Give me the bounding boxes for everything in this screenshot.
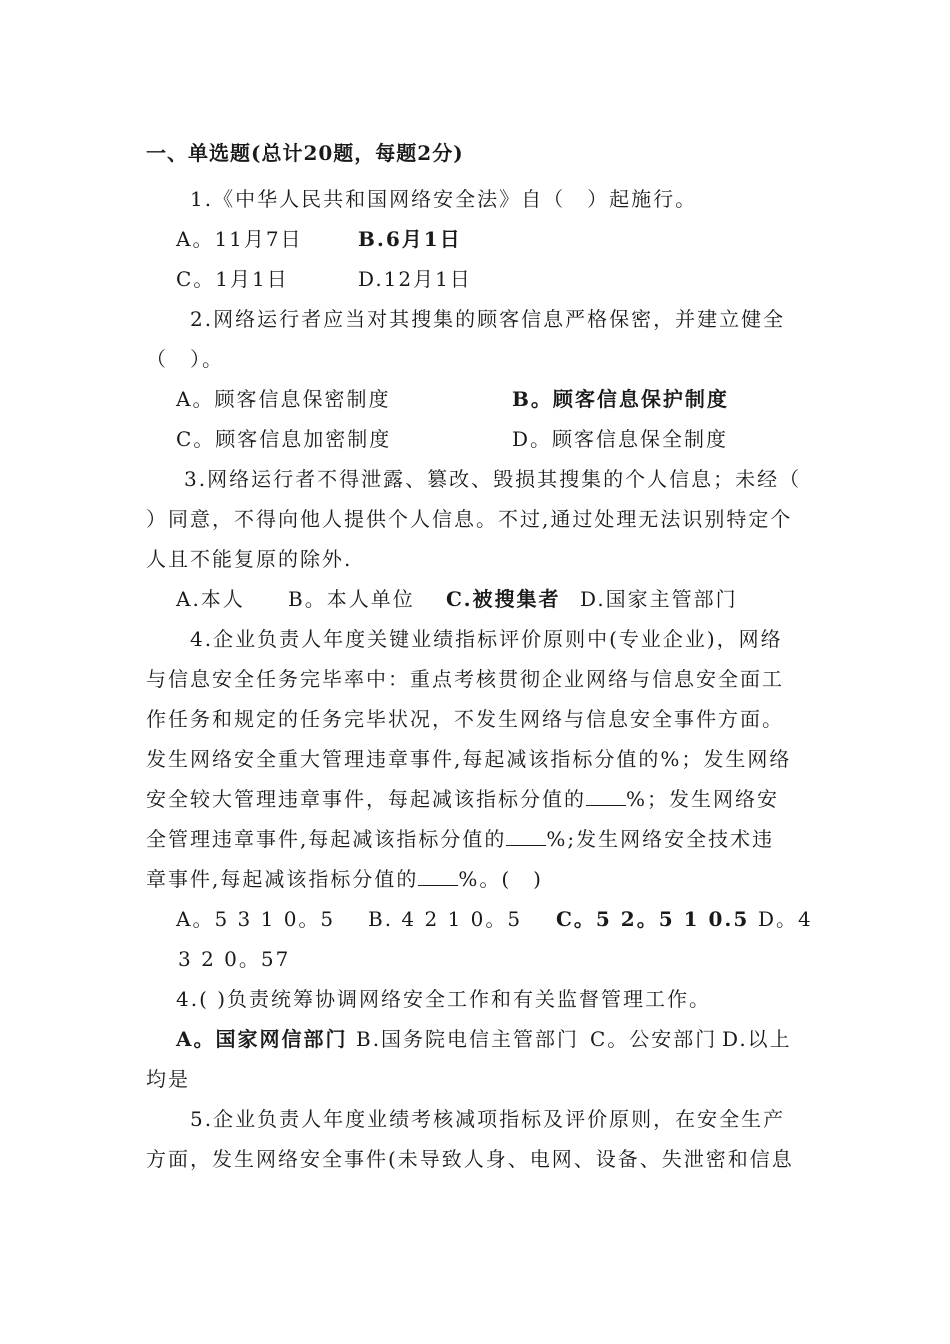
stem-text: %。( ) — [458, 867, 543, 891]
q2-option-b: B。顾客信息保护制度 — [512, 387, 729, 411]
q2-option-d: D。顾客信息保全制度 — [512, 427, 729, 451]
question-4-stem-line-1: 4.企业负责人年度关键业绩指标评价原则中(专业企业)，网络 — [190, 627, 783, 651]
answer-blank — [586, 785, 626, 806]
q2-option-c: C。顾客信息加密制度 — [176, 427, 392, 451]
q5-option-a: A。国家网信部门 — [176, 1027, 348, 1051]
question-4-stem-line-6 — [146, 824, 774, 854]
question-2-stem-line-2: （ ）。 — [146, 347, 224, 371]
question-4-stem-line-7 — [146, 864, 543, 894]
q1-option-c: C。1月1日 — [176, 267, 289, 291]
q1-option-b: B.6月1日 — [358, 227, 462, 251]
q3-option-c: C.被搜集者 — [446, 587, 561, 611]
question-4-stem-line-4: 发生网络安全重大管理违章事件,每起减该指标分值的%；发生网络 — [146, 747, 792, 771]
question-3-stem-line-3: 人且不能复原的除外. — [146, 547, 353, 571]
q3-option-b: B。本人单位 — [288, 587, 415, 611]
q5-option-c: C。公安部门 — [590, 1027, 718, 1051]
question-1-stem: 1.《中华人民共和国网络安全法》自（ ）起施行。 — [190, 187, 698, 211]
stem-text: %；发生网络安 — [626, 787, 780, 811]
answer-blank — [506, 825, 546, 846]
q5-option-d: D.以上 — [722, 1027, 792, 1051]
question-2-stem-line-1: 2.网络运行者应当对其搜集的顾客信息严格保密，并建立健全 — [190, 307, 786, 331]
question-3-stem-line-1: 3.网络运行者不得泄露、篡改、毁损其搜集的个人信息；未经（ — [184, 467, 802, 491]
question-3-stem-line-2: ）同意，不得向他人提供个人信息。不过,通过处理无法识别特定个 — [146, 507, 793, 531]
question-6-stem-line-2: 方面，发生网络安全事件(未导致人身、电网、设备、失泄密和信息 — [146, 1147, 794, 1171]
stem-text: 安全较大管理违章事件，每起减该指标分值的 — [146, 787, 586, 811]
q4-option-d: D。4 — [758, 907, 813, 931]
question-6-stem-line-1: 5.企业负责人年度业绩考核减项指标及评价原则，在安全生产 — [190, 1107, 786, 1131]
stem-text: 章事件,每起减该指标分值的 — [146, 867, 419, 891]
stem-text: 全管理违章事件,每起减该指标分值的 — [146, 827, 507, 851]
q3-option-d: D.国家主管部门 — [580, 587, 738, 611]
answer-blank — [418, 865, 458, 886]
q4-option-d-continued: 3 2 0。57 — [178, 947, 291, 971]
question-4-stem-line-2: 与信息安全任务完毕率中：重点考核贯彻企业网络与信息安全面工 — [146, 667, 784, 691]
question-5-stem: 4.( )负责统筹协调网络安全工作和有关监督管理工作。 — [176, 987, 712, 1011]
question-4-stem-line-5 — [146, 784, 779, 814]
stem-text: %;发生网络安全技术违 — [546, 827, 775, 851]
q4-option-c: C。5 2。5 1 0.5 — [556, 907, 750, 931]
q1-option-d: D.12月1日 — [358, 267, 472, 291]
q2-option-a: A。顾客信息保密制度 — [176, 387, 391, 411]
q3-option-a: A.本人 — [176, 587, 245, 611]
question-4-stem-line-3: 作任务和规定的任务完毕状况，不发生网络与信息安全事件方面。 — [146, 707, 784, 731]
q5-option-b: B.国务院电信主管部门 — [356, 1027, 580, 1051]
section-title: 一、单选题(总计20题，每题2分) — [146, 141, 464, 165]
q5-option-d-continued: 均是 — [146, 1067, 190, 1091]
q1-option-a: A。11月7日 — [176, 227, 303, 251]
q4-option-b: B. 4 2 1 0。5 — [368, 907, 523, 931]
q4-option-a: A。5 3 1 0。5 — [176, 907, 336, 931]
